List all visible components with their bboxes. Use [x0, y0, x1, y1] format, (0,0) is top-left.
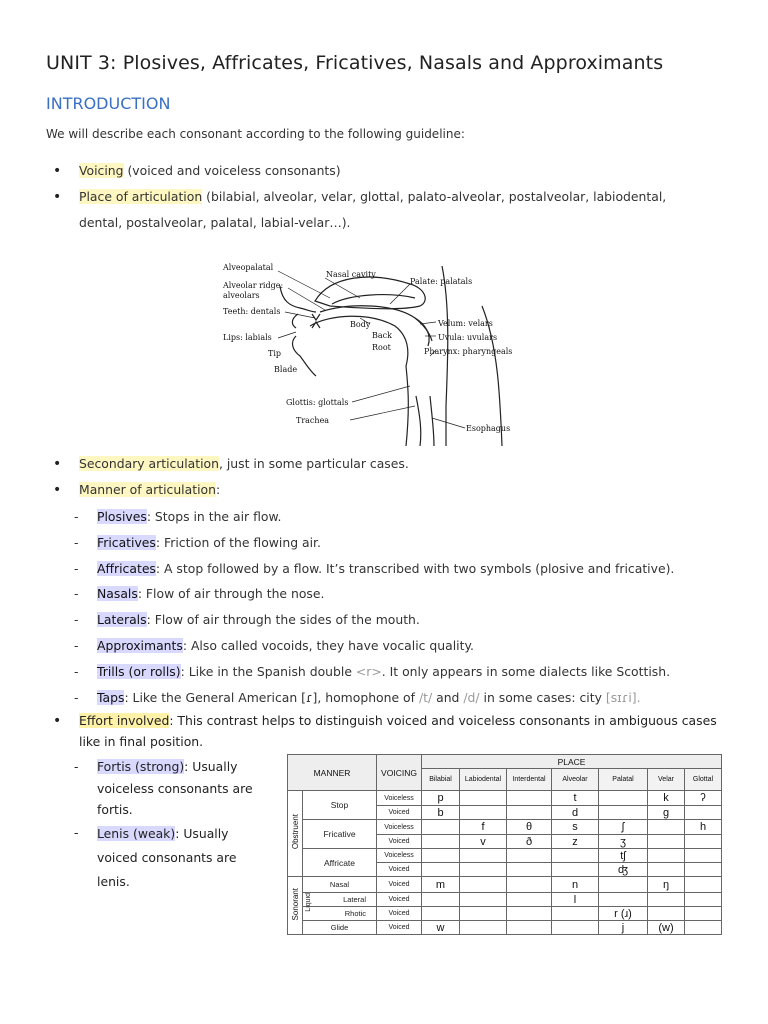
table-cell: k	[648, 791, 685, 806]
liquid-label: Liquid	[305, 893, 312, 912]
taps-and: and	[432, 690, 464, 705]
table-cell	[685, 835, 722, 849]
effort-description-cont: like in final position.	[79, 734, 204, 749]
table-cell: ŋ	[648, 877, 685, 893]
table-cell	[599, 791, 648, 806]
fortis-item	[0, 756, 280, 826]
affricates-description: : A stop followed by a flow. It’s transcribed with two symbols (plosive and fricative).	[155, 561, 675, 576]
dash: -	[74, 509, 79, 524]
taps-example: [sɪɾi].	[605, 690, 641, 705]
table-cell: w	[422, 921, 460, 935]
label-teeth: Teeth: dentals	[223, 307, 281, 316]
nasals-description: : Flow of air through the nose.	[137, 586, 325, 601]
table-cell: ð	[507, 835, 552, 849]
table-cell	[685, 877, 722, 893]
dash: -	[74, 825, 79, 840]
lenis-description-l3: lenis.	[97, 874, 130, 889]
table-cell	[552, 921, 599, 935]
table-cell	[422, 893, 460, 907]
table-cell	[507, 893, 552, 907]
bullet-dot: •	[53, 482, 62, 498]
voicing-header: VOICING	[377, 755, 422, 791]
table-cell: g	[648, 806, 685, 820]
sonorant-label: Sonorant	[288, 877, 303, 935]
table-cell: (w)	[648, 921, 685, 935]
lenis-description: : Usually	[175, 826, 229, 841]
table-cell: m	[422, 877, 460, 893]
table-cell	[460, 877, 507, 893]
term-voicing: Voicing	[79, 163, 124, 178]
voicing-label: Voiced	[377, 921, 422, 935]
table-cell	[685, 907, 722, 921]
vocal-tract-diagram	[220, 246, 520, 446]
consonant-chart	[287, 754, 722, 935]
table-cell	[507, 877, 552, 893]
section-heading: INTRODUCTION	[46, 94, 171, 113]
voicing-label: Voiced	[377, 907, 422, 921]
table-cell: s	[552, 820, 599, 835]
table-cell: n	[552, 877, 599, 893]
table-cell: b	[422, 806, 460, 820]
effort-description: : This contrast helps to distinguish voiced and voiceless consonants in ambiguous cases	[169, 713, 717, 728]
table-cell: f	[460, 820, 507, 835]
bullet-dot: •	[53, 189, 62, 205]
table-cell: h	[685, 820, 722, 835]
page-title: UNIT 3: Plosives, Affricates, Fricatives, Nasals and Approximants	[46, 52, 664, 74]
label-alveolar: Alveolar ridge:	[223, 281, 284, 290]
term-plosives: Plosives	[97, 509, 147, 524]
term-approximants: Approximants	[97, 638, 183, 653]
table-cell	[507, 849, 552, 863]
table-cell: t	[552, 791, 599, 806]
fricatives-description: : Friction of the flowing air.	[155, 535, 321, 550]
table-cell: z	[552, 835, 599, 849]
dash: -	[74, 586, 79, 601]
manner-label: Liquid Lateral	[303, 893, 377, 907]
dash: -	[74, 664, 79, 679]
table-cell	[599, 806, 648, 820]
table-cell	[460, 806, 507, 820]
label-esophagus: Esophagus	[466, 424, 511, 433]
dash: -	[74, 638, 79, 653]
label-alveolars: alveolars	[223, 291, 260, 300]
term-lenis: Lenis (weak)	[97, 826, 176, 841]
table-cell	[460, 893, 507, 907]
manner-label: Rhotic	[303, 907, 377, 921]
table-cell	[507, 863, 552, 877]
term-place: Place of articulation	[79, 189, 203, 204]
table-cell	[507, 907, 552, 921]
table-cell	[422, 820, 460, 835]
table-cell	[422, 863, 460, 877]
label-trachea: Trachea	[296, 416, 330, 425]
lenis-item	[0, 822, 280, 892]
manner-label: Fricative	[303, 820, 377, 849]
table-cell	[648, 835, 685, 849]
table-cell: ʔ	[685, 791, 722, 806]
place-col-header: Palatal	[599, 769, 648, 791]
voicing-description: (voiced and voiceless consonants)	[123, 163, 341, 178]
manner-colon: :	[215, 482, 221, 497]
label-lips: Lips: labials	[223, 333, 272, 342]
dash: -	[74, 759, 79, 774]
fortis-description-l3: fortis.	[97, 802, 133, 817]
label-glottis: Glottis: glottals	[286, 398, 349, 407]
place-col-header: Labiodental	[460, 769, 507, 791]
label-uvula: Uvula: uvulars	[438, 333, 498, 342]
label-alveopalatal: Alveopalatal	[223, 263, 274, 272]
table-cell	[599, 893, 648, 907]
taps-description-cont: in some cases: city	[479, 690, 606, 705]
voicing-label: Voiceless	[377, 820, 422, 835]
table-cell: tʃ	[599, 849, 648, 863]
table-cell: j	[599, 921, 648, 935]
bullet-dot: •	[53, 713, 62, 729]
term-secondary: Secondary articulation	[79, 456, 219, 471]
table-cell	[422, 835, 460, 849]
trills-description-cont: . It only appears in some dialects like Scottish.	[381, 664, 671, 679]
approximants-description: : Also called vocoids, they have vocalic quality.	[182, 638, 474, 653]
bullet-dot: •	[53, 163, 62, 179]
table-cell	[685, 806, 722, 820]
table-cell	[685, 893, 722, 907]
term-manner: Manner of articulation	[79, 482, 216, 497]
laterals-description: : Flow of air through the sides of the mouth.	[146, 612, 420, 627]
dash: -	[74, 535, 79, 550]
taps-description: : Like the General American [ɾ], homophone of	[124, 690, 419, 705]
table-cell: ʒ	[599, 835, 648, 849]
table-cell	[552, 907, 599, 921]
table-cell: p	[422, 791, 460, 806]
label-velum: Velum: velars	[438, 319, 493, 328]
manner-header: MANNER	[288, 755, 377, 791]
place-description-cont: dental, postalveolar, palatal, labial-velar…).	[79, 215, 351, 230]
fortis-description-l2: voiceless consonants are	[97, 780, 253, 796]
table-cell	[460, 863, 507, 877]
term-nasals: Nasals	[97, 586, 138, 601]
table-cell	[648, 893, 685, 907]
label-body: Body	[350, 320, 371, 329]
secondary-description: , just in some particular cases.	[218, 456, 409, 471]
label-back: Back	[372, 331, 392, 340]
table-cell	[552, 849, 599, 863]
obstruent-label: Obstruent	[288, 791, 303, 877]
taps-phoneme-d: /d/	[463, 690, 480, 705]
table-cell	[507, 806, 552, 820]
voicing-label: Voiced	[377, 877, 422, 893]
place-col-header: Glottal	[685, 769, 722, 791]
label-root: Root	[372, 343, 391, 352]
label-nasal-cavity: Nasal cavity	[326, 270, 376, 279]
table-cell	[460, 907, 507, 921]
table-cell	[648, 849, 685, 863]
table-cell	[422, 849, 460, 863]
term-fortis: Fortis (strong)	[97, 759, 185, 774]
voicing-label: Voiceless	[377, 849, 422, 863]
table-cell	[685, 849, 722, 863]
table-cell	[460, 849, 507, 863]
lenis-description-l2: voiced consonants are	[97, 850, 237, 865]
label-tip: Tip	[268, 349, 282, 358]
place-col-header: Alveolar	[552, 769, 599, 791]
intro-text: We will describe each consonant according to the following guideline:	[46, 127, 465, 141]
manner-label: Nasal	[303, 877, 377, 893]
table-cell: ʤ	[599, 863, 648, 877]
label-pharynx: Pharynx: pharyngeals	[424, 347, 513, 356]
voicing-label: Voiceless	[377, 791, 422, 806]
table-cell	[648, 907, 685, 921]
fortis-description: : Usually	[184, 759, 238, 774]
table-cell	[685, 863, 722, 877]
term-laterals: Laterals	[97, 612, 147, 627]
term-effort: Effort involved	[79, 713, 170, 728]
term-trills: Trills (or rolls)	[97, 664, 181, 679]
table-cell: l	[552, 893, 599, 907]
voicing-label: Voiced	[377, 893, 422, 907]
manner-label: Affricate	[303, 849, 377, 877]
trills-example: <r>	[355, 664, 382, 679]
trills-description: : Like in the Spanish double	[180, 664, 356, 679]
table-cell	[599, 877, 648, 893]
place-header: PLACE	[422, 755, 722, 769]
table-cell	[460, 791, 507, 806]
manner-label: Glide	[303, 921, 377, 935]
plosives-description: : Stops in the air flow.	[146, 509, 282, 524]
table-cell	[648, 820, 685, 835]
label-palate: Palate: palatals	[410, 277, 473, 286]
place-col-header: Velar	[648, 769, 685, 791]
table-cell: d	[552, 806, 599, 820]
table-cell	[460, 921, 507, 935]
table-cell	[507, 921, 552, 935]
place-description: (bilabial, alveolar, velar, glottal, palato-alveolar, postalveolar, labiodental,	[202, 189, 667, 204]
term-affricates: Affricates	[97, 561, 156, 576]
voicing-label: Voiced	[377, 806, 422, 820]
voicing-label: Voiced	[377, 863, 422, 877]
term-taps: Taps	[97, 690, 125, 705]
label-blade: Blade	[274, 365, 298, 374]
voicing-label: Voiced	[377, 835, 422, 849]
table-cell: ʃ	[599, 820, 648, 835]
bullet-dot: •	[53, 456, 62, 472]
dash: -	[74, 690, 79, 705]
place-col-header: Interdental	[507, 769, 552, 791]
taps-phoneme-t: /t/	[418, 690, 433, 705]
table-cell: θ	[507, 820, 552, 835]
table-cell: r (ɹ)	[599, 907, 648, 921]
manner-label: Stop	[303, 791, 377, 820]
term-fricatives: Fricatives	[97, 535, 156, 550]
table-cell	[648, 863, 685, 877]
table-cell	[507, 791, 552, 806]
table-cell: v	[460, 835, 507, 849]
dash: -	[74, 561, 79, 576]
table-cell	[552, 863, 599, 877]
dash: -	[74, 612, 79, 627]
place-col-header: Bilabial	[422, 769, 460, 791]
table-cell	[685, 921, 722, 935]
table-cell	[422, 907, 460, 921]
